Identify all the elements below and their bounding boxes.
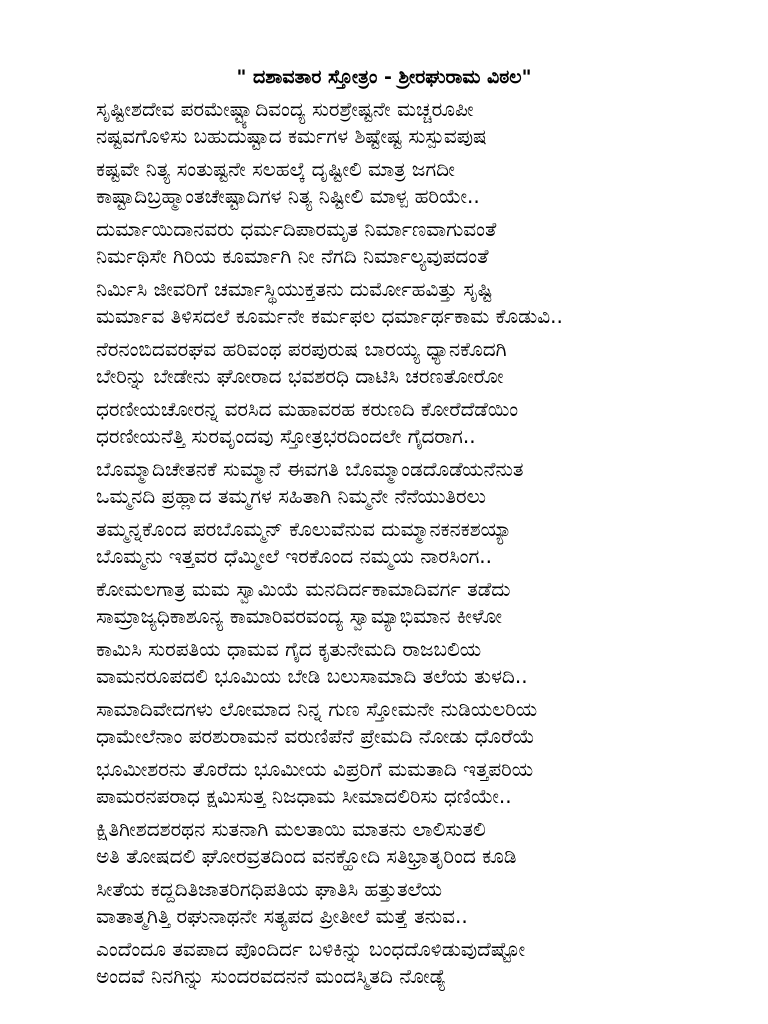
stanza (96, 96, 736, 150)
verse-line: ಮರ್ಮಾವ ತಿಳಿಸದಲೆ ಕೂರ್ಮನೇ ಕರ್ಮಫಲ ಧರ್ಮಾರ್ಥಕಾಮ ಕೊಡುವಿ.. (96, 304, 563, 328)
verse-line: ನಷ್ಟವಗೊಳಿಸು ಬಹುದುಷ್ಟಾದ ಕರ್ಮಗಳ ಶಿಷ್ಟೇಷ್ಟ ಸುಸ್ಪುವಪುಷ (96, 124, 487, 148)
stanza (96, 456, 736, 510)
stanza (96, 696, 736, 750)
verse-line: ಅಂದವೆ ನಿನಗಿನ್ನು ಸುಂದರವದನನೆ ಮಂದಸ್ಮಿತದಿ ನೋಡ್ಯೆ (96, 964, 446, 988)
verse-line: ಒಮ್ಮನದಿ ಪ್ರಹ್ಲಾದ ತಮ್ಮಗಳ ಸಹಿತಾಗಿ ನಿಮ್ಮನೇ ನೆನೆಯುತಿರಲು (96, 484, 486, 508)
verse-line: ದುರ್ಮಾಯಿದಾನವರು ಧರ್ಮದಿಪಾರಮೃತ ನಿರ್ಮಾಣವಾಗುವಂತೆ (96, 217, 497, 241)
verse-line: ಕಾಮಿಸಿ ಸುರಪತಿಯ ಧಾಮವ ಗೈದ ಕೃತುನೇಮದಿ ರಾಜಬಲಿಯ (96, 637, 482, 661)
verse-line: ಸಾಮಾದಿವೇದಗಳು ಲೋಮಾದ ನಿನ್ನ ಗುಣ ಸ್ತೋಮನೇ ನುಡಿಯಲರಿಯ (96, 697, 538, 721)
stanza (96, 936, 736, 990)
verse-line: ಅತಿ ತೋಷದಲಿ ಘೋರವ್ರತದಿಂದ ವನಕ್ಹೋದಿ ಸತಿಭ್ರಾತೃರಿಂದ ಕೂಡಿ (96, 844, 517, 868)
verse-line: ಸಾಮ್ರಾಜ್ಯಧಿಕಾಶೂನ್ಯ ಕಾಮಾರಿವರವಂದ್ಯ ಸ್ವಾಮ್ಯಾಭಿಮಾನ ಕೀಳೋ (96, 604, 503, 628)
verse-line: ಧರಣೀಯಚೋರನ್ನ ವರಸಿದ ಮಹಾವರಹ ಕರುಣದಿ ಕೋರೆದೆಡೆಯಿಂ (96, 397, 519, 421)
verse-line: ಭೂಮೀಶರನು ತೊರೆದು ಭೂಮೀಯ ವಿಪ್ರರಿಗೆ ಮಮತಾದಿ ಇತ್ತಪರಿಯ (96, 757, 534, 781)
stanza (96, 876, 736, 930)
stanza (96, 276, 736, 330)
document-title: " ದಶಾವತಾರ ಸ್ತೋತ್ರಂ - ಶ್ರೀರಘುರಾಮ ವಿಠಲ" (236, 66, 532, 88)
stanza (96, 396, 736, 450)
stanza (96, 636, 736, 690)
verse-line: ಬೇರಿನ್ನು ಬೇಡೇನು ಘೋರಾದ ಭವಶರಧಿ ದಾಟಿಸಿ ಚರಣತೋರೋ (96, 364, 504, 388)
verse-line: ವಾಮನರೂಪದಲಿ ಭೂಮಿಯ ಬೇಡಿ ಬಲುಸಾಮಾದಿ ತಲೆಯ ತುಳದಿ.. (96, 664, 528, 688)
verse-line: ಕ್ಷಿತಿಗೀಶದಶರಥನ ಸುತನಾಗಿ ಮಲತಾಯಿ ಮಾತನು ಲಾಲಿಸುತಲಿ (96, 817, 486, 841)
stanza (96, 816, 736, 870)
verse-line: ನಿರ್ಮಿಸಿ ಜೀವರಿಗೆ ಚರ್ಮಾಸ್ಥಿಯುಕ್ತತನು ದುರ್ಮೋಹವಿತ್ತು ಸೃಷ್ಟಿ (96, 277, 493, 301)
stanza (96, 516, 736, 570)
stanza (96, 156, 736, 210)
stanza (96, 216, 736, 270)
verse-line: ಕಷ್ಟವೇ ನಿತ್ಯ ಸಂತುಷ್ಟನೇ ಸಲಹಲ್ಕೆ ದೃಷ್ಟೀಲಿ ಮಾತ್ರ ಜಗದೀ (96, 157, 455, 181)
verse-line: ಬೊಮ್ಮಾದಿಚೇತನಕೆ ಸುಮ್ಮಾನೆ ಈವಗತಿ ಬೊಮ್ಮಾಂಡದೊಡೆಯನೆನುತ (96, 457, 524, 481)
verse-line: ಧರಣೀಯನೆತ್ತಿ ಸುರವೃಂದವು ಸ್ತೋತ್ರಭರದಿಂದಲೇ ಗೈದರಾಗ.. (96, 424, 476, 448)
verse-line: ಬೊಮ್ಮನು ಇತ್ತವರ ಧೆಮ್ಮೀಲೆ ಇರಕೊಂದ ನಮ್ಮಯ ನಾರಸಿಂಗ.. (96, 544, 493, 568)
verse-line: ಸೀತೆಯ ಕದ್ದದಿತಿಜಾತರಿಗಧಿಪತಿಯ ಘಾತಿಸಿ ಹತ್ತುತಲೆಯ (96, 877, 443, 901)
verse-line: ವಾತಾತ್ಮಗಿತ್ತಿ ರಘುನಾಥನೇ ಸತ್ಯಪದ ಪ್ರೀತೀಲೆ ಮತ್ತೆ ತನುವ.. (96, 904, 468, 928)
stanza (96, 756, 736, 810)
verse-line: ಧಾಮೇಲೆನಾಂ ಪರಶುರಾಮನೆ ವರುಣಿಪೆನೆ ಪ್ರೇಮದಿ ನೋಡು ಧೊರೆಯೆ (96, 724, 535, 748)
verse-line: ತಮ್ಮನ್ನಕೊಂದ ಪರಬೊಮ್ಮನ್ ಕೊಲುವೆನುವ ದುಮ್ಮಾನಕನಕಶಯ್ಯಾ (96, 517, 512, 541)
verse-line: ಪಾಮರನಪರಾಧ ಕ್ಷಮಿಸುತ್ತ ನಿಜಧಾಮ ಸೀಮಾದಲಿರಿಸು ಧಣಿಯೇ.. (96, 784, 512, 808)
verse-line: ಕಾಷ್ಟಾದಿಬ್ರಹ್ಮಾಂತಚೇಷ್ಟಾದಿಗಳ ನಿತ್ಯ ನಿಷ್ಟೀಲಿ ಮಾಳ್ಪ ಹರಿಯೇ.. (96, 184, 480, 208)
verse-line: ನಿರ್ಮಥಿಸೇ ಗಿರಿಯ ಕೂರ್ಮಾಗಿ ನೀ ನೆಗದಿ ನಿರ್ಮಾಲ್ಯವುಪದಂತೆ (96, 244, 489, 268)
stanza (96, 336, 736, 390)
verse-line: ಕೋಮಲಗಾತ್ರ ಮಮ ಸ್ವಾಮಿಯೆ ಮನದಿರ್ದಕಾಮಾದಿವರ್ಗ ತಡೆದು (96, 577, 511, 601)
verse-line: ನೆರನಂಬಿದವರಘವ ಹರಿವಂಥ ಪರಪುರುಷ ಬಾರಯ್ಯ ಧ್ಯಾನಕೊದಗಿ (96, 337, 507, 361)
verse-line: ಎಂದೆಂದೂ ತವಪಾದ ಪೊಂದಿರ್ದ ಬಳಿಕಿನ್ನು ಬಂಧದೊಳಿಡುವುದೆಷ್ಟೋ (96, 937, 526, 961)
verse-line: ಸೃಷ್ಟೀಶದೇವ ಪರಮೇಷ್ಟ್ಯಾದಿವಂದ್ಯ ಸುರಶ್ರೇಷ್ಟನೇ ಮಚ್ಚರೂಪೀ (96, 97, 474, 121)
verse-list (96, 96, 736, 996)
stanza (96, 576, 736, 630)
